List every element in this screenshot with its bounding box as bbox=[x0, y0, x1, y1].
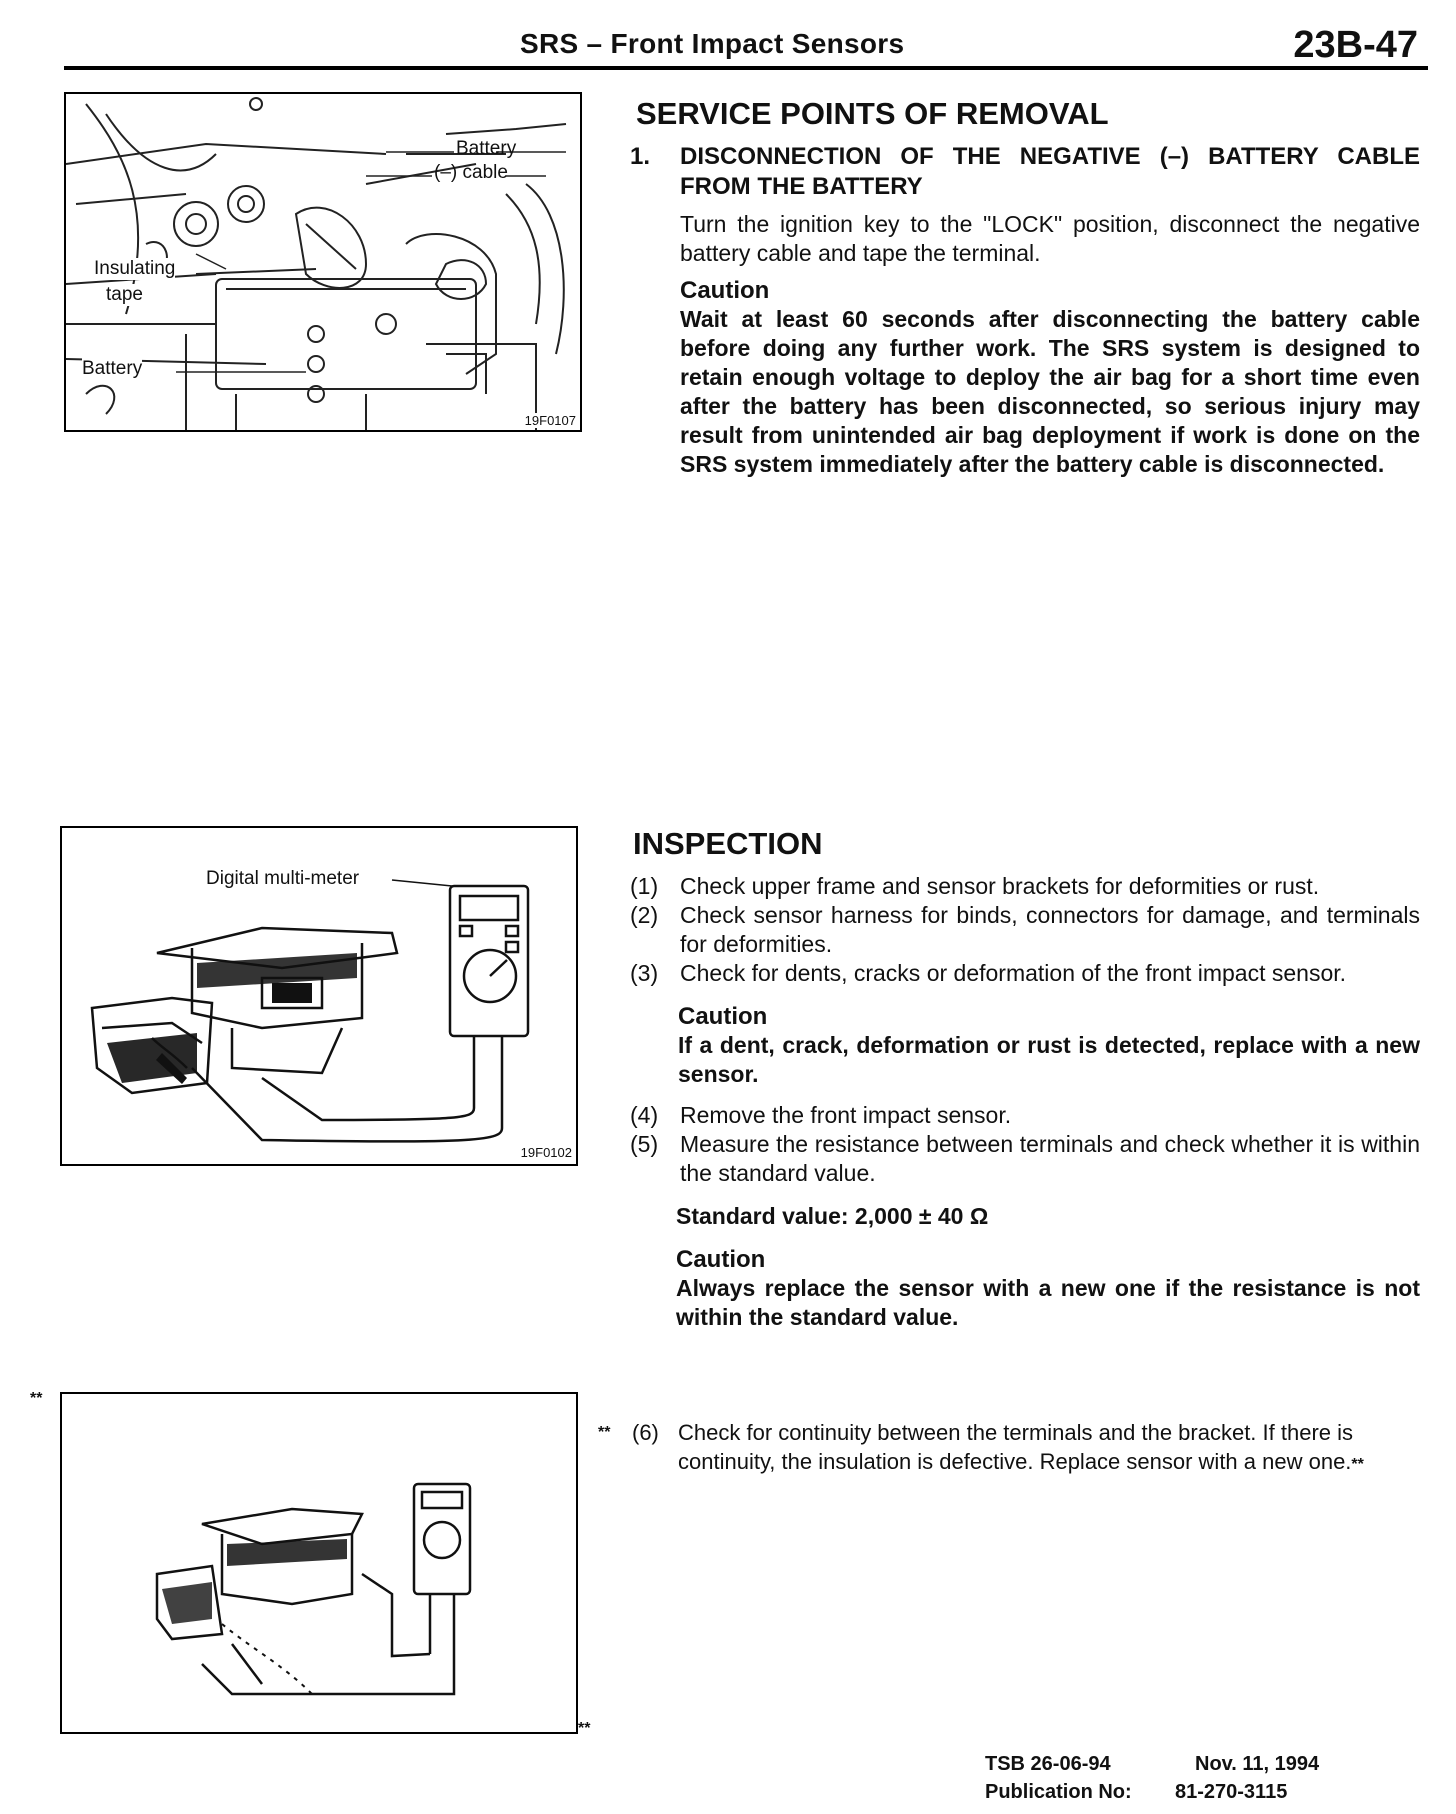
inspection-items-1-3 bbox=[630, 872, 1420, 988]
label-battery-cable: Battery bbox=[456, 138, 517, 159]
caution-text: If a dent, crack, deformation or rust is detected, replace with a new sensor. bbox=[678, 1032, 1420, 1087]
figure-code: 19F0102 bbox=[520, 1145, 572, 1160]
publication-number: 81-270-3115 bbox=[1175, 1781, 1288, 1803]
figure-code: 19F0107 bbox=[524, 413, 576, 428]
continuity-check-illustration bbox=[62, 1394, 576, 1732]
step-1-text: Turn the ignition key to the "LOCK" position, disconnect the negative battery cable and tape the terminal. bbox=[680, 211, 1420, 266]
section-heading-removal: SERVICE POINTS OF REMOVAL bbox=[636, 96, 1109, 131]
caution-text: Always replace the sensor with a new one if the resistance is not within the standard value. bbox=[676, 1275, 1420, 1330]
label-digital-multimeter: Digital multi-meter bbox=[206, 868, 360, 889]
page-title: SRS – Front Impact Sensors bbox=[520, 28, 905, 59]
list-item-6: (6) Check for continuity between the terminals and the bracket. If there is continuity, the insulation is defective. Replace sensor with a new one.** bbox=[632, 1420, 1364, 1474]
list-item: (4) Remove the front impact sensor. bbox=[630, 1102, 1012, 1128]
figure-multimeter-resistance bbox=[60, 826, 578, 1166]
label-insulating: Insulating bbox=[94, 258, 176, 279]
label-battery: Battery bbox=[82, 358, 143, 379]
figure-battery-disconnection bbox=[64, 92, 582, 432]
revision-marker-top: ** bbox=[30, 1390, 43, 1407]
step-1-number: 1. bbox=[630, 143, 651, 170]
list-item: (1) Check upper frame and sensor brackets for deformities or rust. bbox=[630, 873, 1320, 899]
header-rule bbox=[64, 66, 1428, 70]
removal-content bbox=[630, 142, 1420, 479]
revision-marker-bottom: ** bbox=[578, 1720, 591, 1737]
revision-marker-end: ** bbox=[1351, 1456, 1364, 1473]
list-item: (2) Check sensor harness for binds, connectors for damage, and terminals for deformities. bbox=[630, 902, 1420, 957]
step-1-title-text: DISCONNECTION OF THE NEGATIVE (–) BATTERY CABLE FROM THE BATTERY bbox=[680, 143, 1420, 200]
publication-label: Publication No: bbox=[985, 1781, 1132, 1803]
standard-value: Standard value: 2,000 ± 40 Ω bbox=[676, 1203, 989, 1229]
tsb-number: TSB 26-06-94 bbox=[985, 1753, 1111, 1775]
page-number: 23B-47 bbox=[1293, 24, 1418, 66]
inspection-items-4-5 bbox=[630, 1101, 1420, 1188]
label-negative-cable: (–) cable bbox=[434, 162, 508, 183]
caution-heading: Caution bbox=[680, 277, 770, 304]
caution-heading: Caution bbox=[676, 1246, 766, 1273]
caution-text: Wait at least 60 seconds after disconnecting the battery cable before doing any further work. The SRS system is designed to retain enough voltage to deploy the air bag for a short time even after the battery has been disconnected, so serious injury may result from unintended air bag deployment if work is done on the SRS system immediately after the battery cable is disconnected. bbox=[680, 306, 1420, 477]
inspection-content bbox=[630, 872, 1420, 1332]
figure-continuity-check bbox=[60, 1392, 578, 1734]
revision-marker: ** bbox=[598, 1424, 611, 1441]
footer bbox=[985, 1750, 1319, 1806]
list-item: (3) Check for dents, cracks or deformation of the front impact sensor. bbox=[630, 960, 1347, 986]
caution-heading: Caution bbox=[678, 1003, 768, 1030]
list-item: (5) Measure the resistance between terminals and check whether it is within the standard value. bbox=[630, 1131, 1420, 1186]
section-heading-inspection: INSPECTION bbox=[633, 826, 823, 861]
label-tape: tape bbox=[106, 284, 143, 305]
tsb-date: Nov. 11, 1994 bbox=[1195, 1753, 1320, 1775]
step-1-title bbox=[630, 142, 1420, 202]
